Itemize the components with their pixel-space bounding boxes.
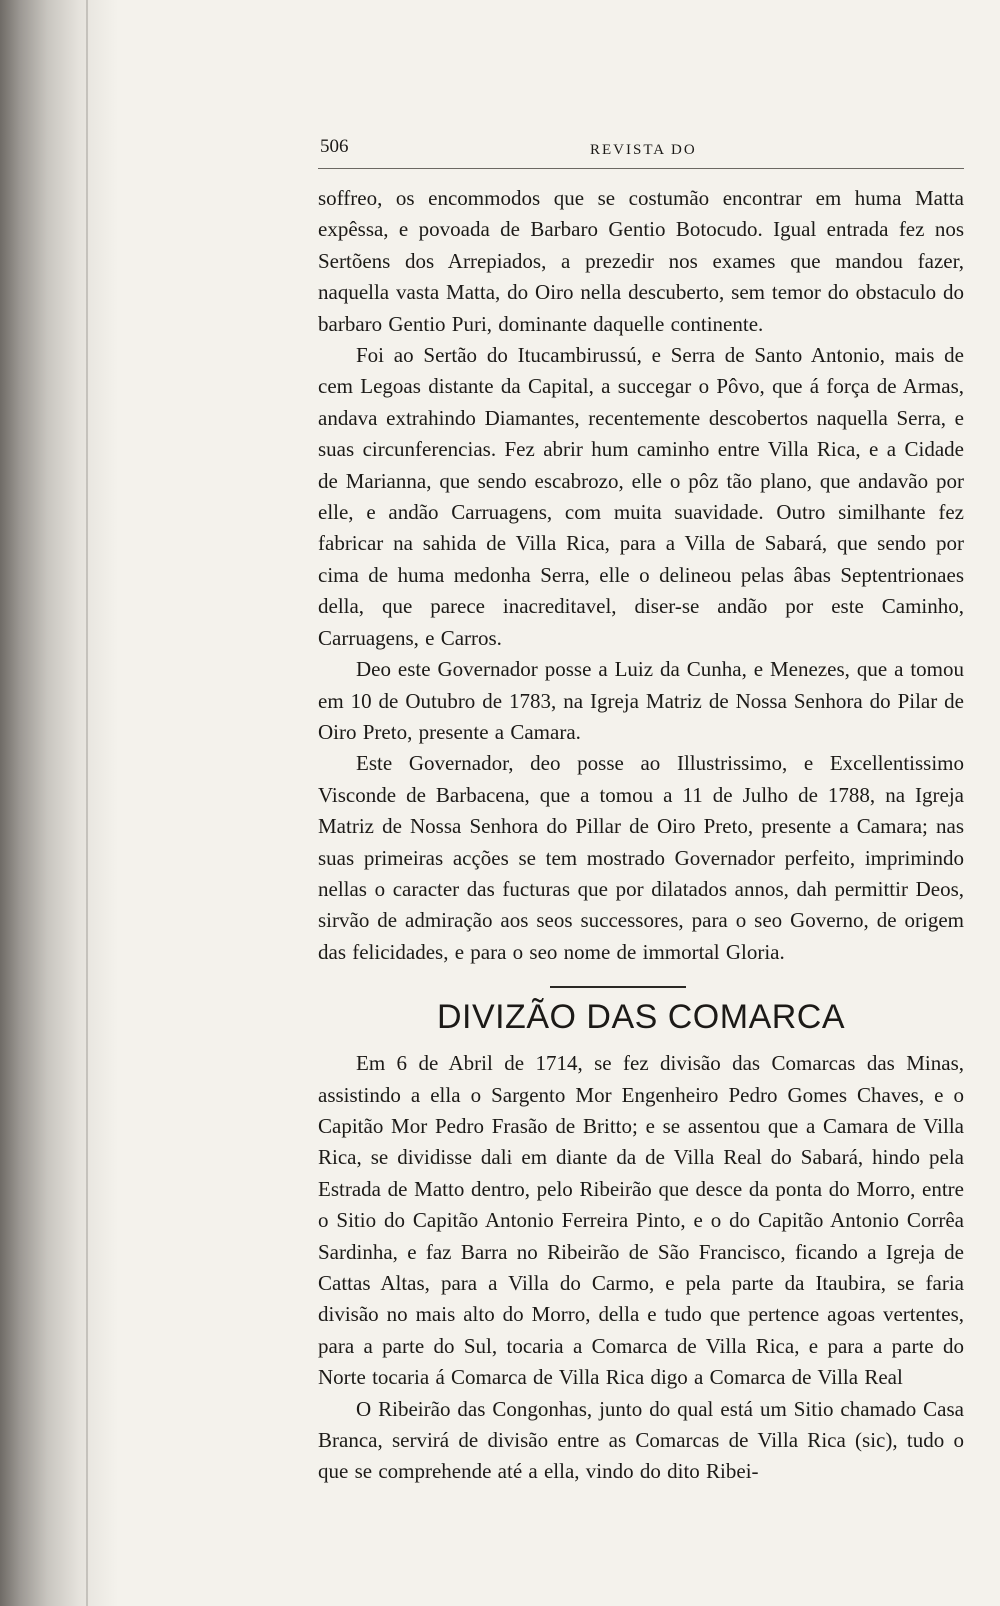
running-header xyxy=(318,128,964,169)
paragraph: Este Governador, deo posse ao Illustrissimo, e Excellentissimo Visconde de Barbacena, que a tomou a 11 de Julho de 1788, na Igreja Matriz de Nossa Senhora do Pillar de Oiro Preto, presente a Camara; nas suas primeiras acções se tem mostrado Governador perfeito, imprimindo nellas o caracter das fucturas que por dilatados annos, dah permittir Deos, sirvão de admiração aos seos successores, para o seo Governo, de origem das felicidades, e para o seo nome de immortal Gloria. xyxy=(318,751,964,964)
paragraph: Em 6 de Abril de 1714, se fez divisão das Comarcas das Minas, assistindo a ella o Sargento Mor Engenheiro Pedro Gomes Chaves, e o Capitão Mor Pedro Frasão de Britto; e se assentou que a Camara de Villa Rica, se dividisse dali em diante da de Villa Real do Sabará, hindo pela Estrada de Matto dentro, pelo Ribeirão que desce da ponta do Morro, entre o Sitio do Capitão Antonio Ferreira Pinto, e o do Capitão Antonio Corrêa Sardinha, e faz Barra no Ribeirão de São Francisco, ficando a Igreja de Cattas Altas, para a Villa do Carmo, e pela parte da Itaubira, se faria divisão no mais alto do Morro, della e tudo que pertence agoas vertentes, para a parte do Sul, tocaria a Comarca de Villa Rica, e para a parte do Norte tocaria á Comarca de Villa Rica digo a Comarca de Villa Real xyxy=(318,1051,964,1390)
page-number: 506 xyxy=(320,136,349,157)
section-body-text xyxy=(318,1048,964,1488)
book-page xyxy=(318,128,964,1488)
section-divider xyxy=(550,986,686,988)
body-text xyxy=(318,183,964,968)
book-binding-gutter xyxy=(0,0,118,1606)
paragraph: Foi ao Sertão do Itucambirussú, e Serra de Santo Antonio, mais de cem Legoas distante da Capital, a succegar o Pôvo, que á força de Armas, andava extrahindo Diamantes, recentemente descobertos naquella Serra, e suas circunferencias. Fez abrir hum caminho entre Villa Rica, e a Cidade de Marianna, que sendo escabrozo, elle o pôz tão plano, que andavão por elle, e andão Carruagens, com muita suavidade. Outro similhante fez fabricar na sahida de Villa Rica, para a Villa de Sabará, que sendo por cima de huma medonha Serra, elle o delineou pelas âbas Septentrionaes della, que parece inacreditavel, diser-se andão por este Caminho, Carruagens, e Carros. xyxy=(318,343,964,650)
paragraph-continued: soffreo, os encommodos que se costumão encontrar em huma Matta expêssa, e povoada de Barbaro Gentio Botocudo. Igual entrada fez nos Sertõens dos Arrepiados, a prezedir nos exames que mandou fazer, naquella vasta Matta, do Oiro nella descuberto, sem temor do obstaculo do barbaro Gentio Puri, dominante daquelle continente. xyxy=(318,186,964,336)
running-title: REVISTA DO xyxy=(590,142,697,158)
paragraph: Deo este Governador posse a Luiz da Cunha, e Menezes, que a tomou em 10 de Outubro de 1783, na Igreja Matriz de Nossa Senhora do Pilar de Oiro Preto, presente a Camara. xyxy=(318,657,964,744)
section-heading: DIVIZÃO DAS COMARCA xyxy=(436,998,846,1037)
paragraph: O Ribeirão das Congonhas, junto do qual está um Sitio chamado Casa Branca, servirá de divisão entre as Comarcas de Villa Rica (sic), tudo o que se comprehende até a ella, vindo do dito Ribei- xyxy=(318,1396,964,1484)
